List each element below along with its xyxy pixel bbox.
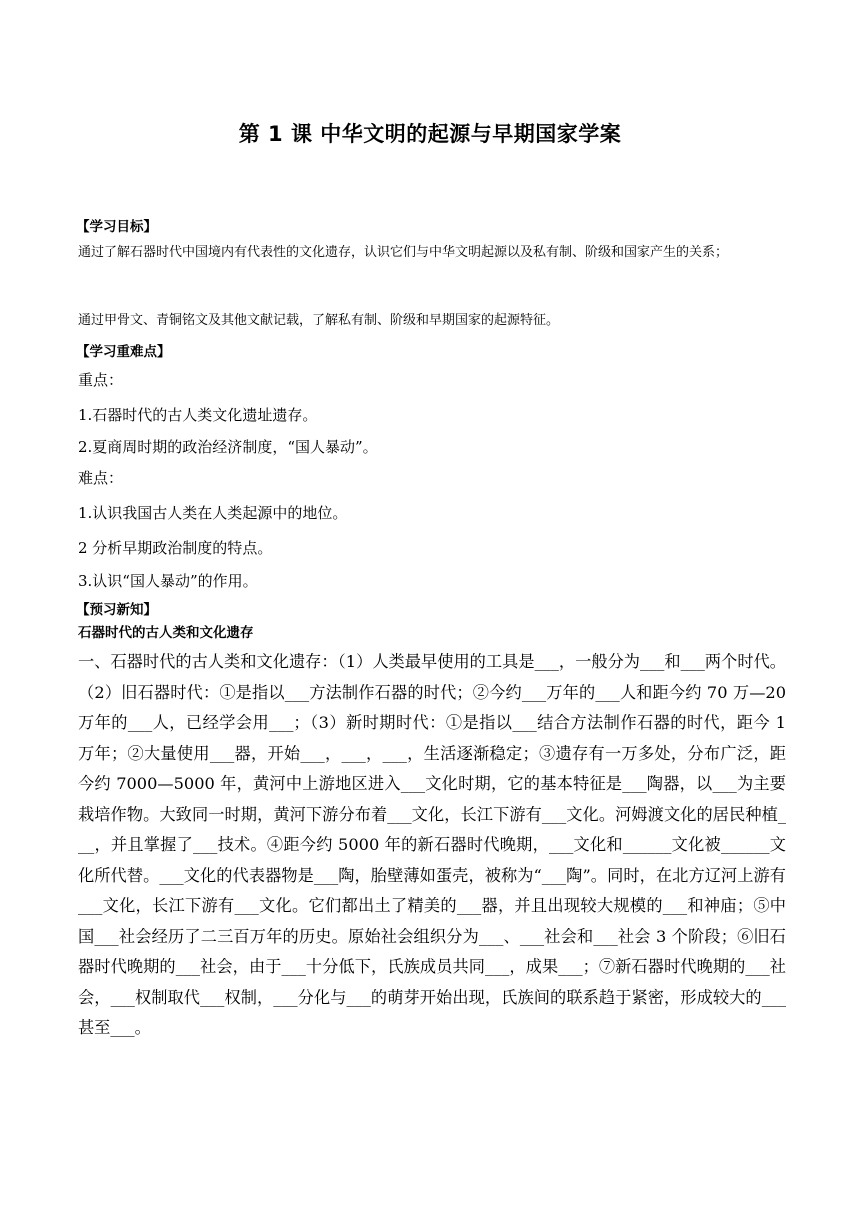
objectives-paragraph-1: 通过了解石器时代中国境内有代表性的文化遗存，认识它们与中华文明起源以及私有制、阶级和国家产生的关系； [78,245,729,260]
important-item-1: 1.石器时代的古人类文化遗址遗存。 [78,406,318,424]
preview-body-paragraph: 一、石器时代的古人类和文化遗存：（1）人类最早使用的工具是___，一般分为___和___两个时代。（2）旧石器时代：①是指以___方法制作石器的时代；②今约___万年的___人和距今约 70 万—20 万年的___人，已经学会用___；（3）新时期时代：①是指以___结合方法制作石器的时代，距今 1 万年；②大量使用___器，开始___，___，___，生活逐渐稳定；③遗存有一万多处，分布广泛，距今约 7000—5000 年，黄河中上游地区进入___文化时期，它的基本特征是___陶器，以___为主要栽培作物。大致同一时期，黄河下游分布着___文化，长江下游有___文化。河姆渡文化的居民种植___，并且掌握了___技术。④距今约 5000 年的新石器时代晚期，___文化和______文化被______文化所代替。___文化的代表器物是___陶，胎壁薄如蛋壳，被称为“___陶”。同时，在北方辽河上游有___文化，长江下游有___文化。它们都出土了精美的___器，并且出现较大规模的___和神庙；⑤中国___社会经历了二三百万年的历史。原始社会组织分为___、___社会和___社会 3 个阶段；⑥旧石器时代晚期的___社会，由于___十分低下，氏族成员共同___，成果___；⑦新石器时代晚期的___社会，___权制取代___权制，___分化与___的萌芽开始出现，氏族间的联系趋于紧密，形成较大的___甚至___。 [78,652,786,1037]
difficult-item-1: 1.认识我国古人类在人类起源中的地位。 [78,504,348,522]
page-title: 第 1 课 中华文明的起源与早期国家学案 [238,122,622,146]
objectives-paragraph-2: 通过甲骨文、青铜铭文及其他文献记载，了解私有制、阶级和早期国家的起源特征。 [78,313,560,328]
difficult-item-2: 2 分析早期政治制度的特点。 [78,539,273,557]
important-label: 重点： [78,371,124,389]
preview-heading: 【预习新知】 [76,602,157,618]
difficult-label: 难点： [78,469,124,487]
important-item-2: 2.夏商周时期的政治经济制度，“国人暴动”。 [78,438,378,456]
objectives-heading: 【学习目标】 [76,219,157,235]
key-points-heading: 【学习重难点】 [76,344,171,360]
difficult-item-3: 3.认识“国人暴动”的作用。 [78,572,258,590]
preview-subheading: 石器时代的古人类和文化遗存 [78,625,254,641]
